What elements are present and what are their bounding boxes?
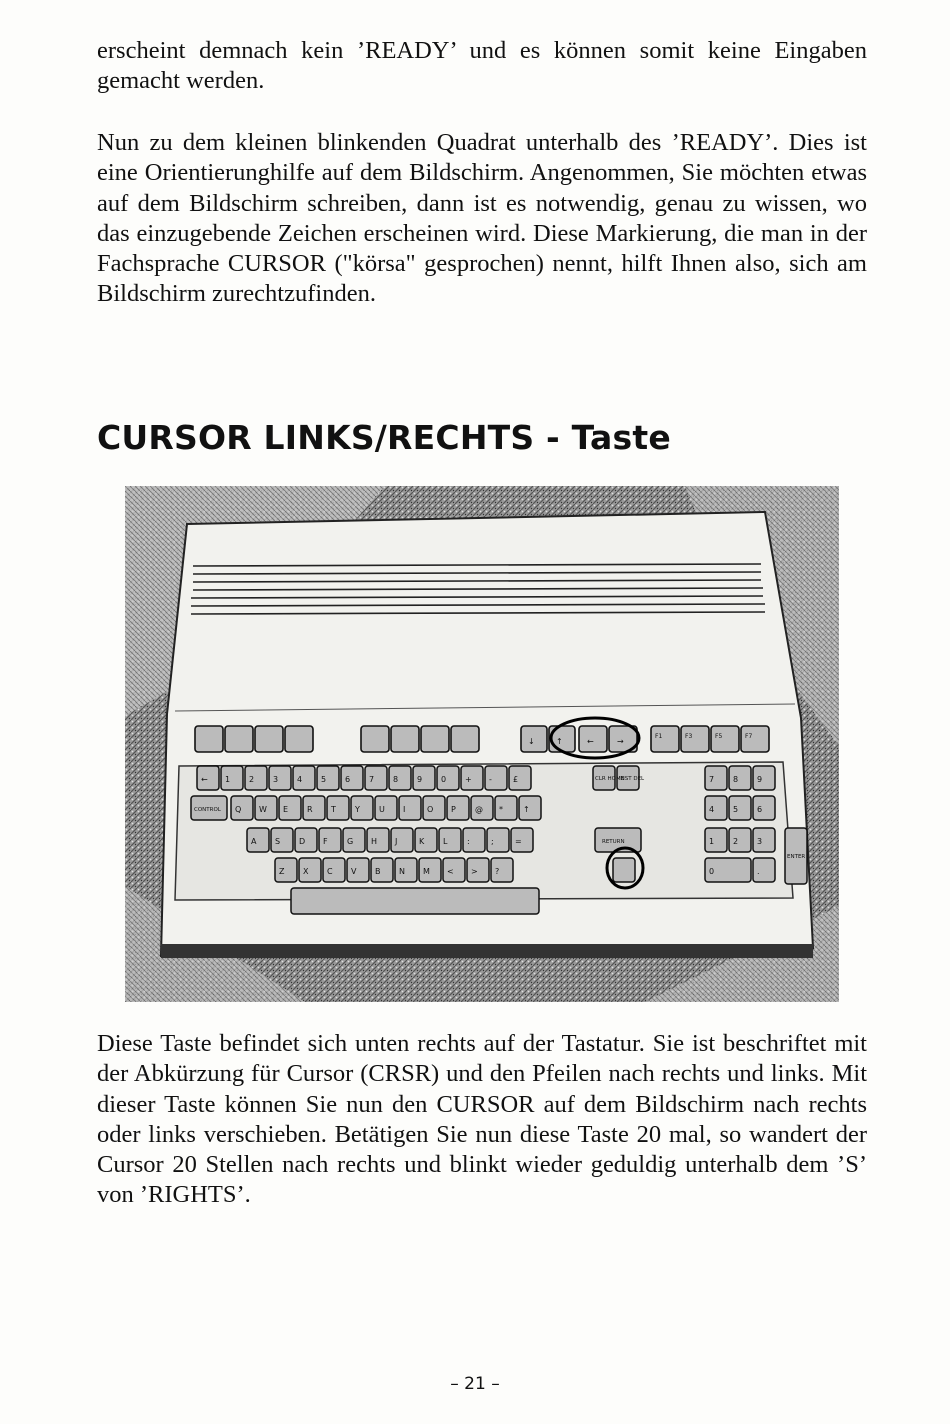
number-key-label: 0 [441,775,447,784]
number-key-label: 7 [369,775,375,784]
letter-key-label: U [379,805,385,814]
number-key-label: 1 [225,775,231,784]
letter-key-label: A [251,837,257,846]
clr-home-key-label: CLR HOME [595,776,625,782]
paragraph-intro: erscheint demnach kein ’READY’ und es können somit keine Eingaben gemacht werden. [97,37,867,95]
letter-key-label: W [259,805,267,814]
letter-key-label: G [347,837,354,846]
number-key-label: 6 [345,775,351,784]
letter-key-label: P [451,805,456,814]
keypad-key-label: 0 [709,867,715,876]
section-heading: CURSOR LINKS/RECHTS - Taste [97,418,671,457]
number-key-label: 3 [273,775,279,784]
letter-key-label: T [331,805,336,814]
letter-key-label: : [467,837,470,846]
control-key-label: CONTROL [194,807,221,813]
letter-key-label: N [399,867,405,876]
letter-key-label: ? [495,867,500,876]
number-key-label: + [465,775,472,784]
f7-key-label: F7 [745,733,753,740]
number-key-label: 5 [321,775,327,784]
letter-key-label: B [375,867,381,876]
letter-key-label: = [515,837,522,846]
number-key-label: 4 [297,775,303,784]
page-number: – 21 – [450,1374,500,1394]
keypad-key-label: . [757,867,760,876]
letter-key-label: S [275,837,281,846]
letter-key-label: H [371,837,378,846]
letter-key-label: X [303,867,309,876]
letter-key-label: > [471,867,478,876]
letter-key-label: Q [235,805,242,814]
paragraph-cursor-explanation: Nun zu dem kleinen blinkenden Quadrat unterhalb des ’READY’. Dies ist eine Orientierunghilfe auf dem Bildschirm. Angenommen, Sie möchten etwas auf dem Bildschirm schreiben, dann ist es notwendig, genau zu wissen, wo das einzugebende Zeichen erscheinen wird. Diese Markierung, die man in der Fachsprache CURSOR ("körsa" gesprochen) nennt, hilft Ihnen also, sich am Bildschirm zurechtzufinden. [97,129,867,308]
f1-key-label: F1 [655,733,663,740]
f3-key-label: F3 [685,733,693,740]
letter-key-label: I [403,805,406,814]
letter-key-label: Y [355,805,360,814]
keypad-key-label: 5 [733,805,739,814]
keypad-key-label: 9 [757,775,763,784]
number-key-label: 8 [393,775,399,784]
letter-key-label: E [283,805,289,814]
letter-key-label: R [307,805,313,814]
letter-key-label: V [351,867,357,876]
keypad-key-label: 2 [733,837,739,846]
number-key-label: 9 [417,775,423,784]
letter-key-label: O [427,805,434,814]
cursor-down-key-label: ↓ [528,737,535,746]
keypad-key-label: 1 [709,837,715,846]
number-key-label: 2 [249,775,255,784]
letter-key-label: @ [475,805,483,814]
number-key-label: £ [513,775,519,784]
cursor-up-key-label: ↑ [556,737,563,746]
keypad-key-label: 6 [757,805,763,814]
inst-del-key-label: INST DEL [619,776,645,782]
letter-key-label: Z [279,867,285,876]
letter-key-label: M [423,867,430,876]
cursor-left-key-label: ← [587,737,594,746]
enter-key-label: ENTER [787,854,806,860]
letter-key-label: ↑ [523,805,530,814]
number-key-label: ← [201,775,208,784]
letter-key-label: J [395,837,398,846]
keypad-key-label: 3 [757,837,763,846]
letter-key-label: C [327,867,333,876]
paragraph-key-description: Diese Taste befindet sich unten rechts auf der Tastatur. Sie ist beschriftet mit der Abkürzung für Cursor (CRSR) und den Pfeilen nach rechts und links. Mit dieser Taste können Sie nun den CURSOR auf dem Bildschirm nach rechts oder links verschieben. Betätigen Sie nun diese Taste 20 mal, so wandert der Cursor 20 Stellen nach rechts und blinkt wieder geduldig unterhalb dem ’S’ von ’RIGHTS’. [97,1030,867,1209]
letter-key-label: L [443,837,448,846]
cursor-right-key-label: → [617,737,624,746]
keypad-key-label: 4 [709,805,715,814]
return-key-label: RETURN [602,839,625,845]
letter-key-label: ; [491,837,494,846]
f5-key-label: F5 [715,733,723,740]
keypad-key-label: 7 [709,775,715,784]
number-key-label: - [489,775,492,784]
letter-key-label: * [499,805,503,814]
keyboard-photo [125,486,839,1002]
letter-key-label: < [447,867,454,876]
letter-key-label: F [323,837,328,846]
keypad-key-label: 8 [733,775,739,784]
letter-key-label: D [299,837,306,846]
letter-key-label: K [419,837,425,846]
